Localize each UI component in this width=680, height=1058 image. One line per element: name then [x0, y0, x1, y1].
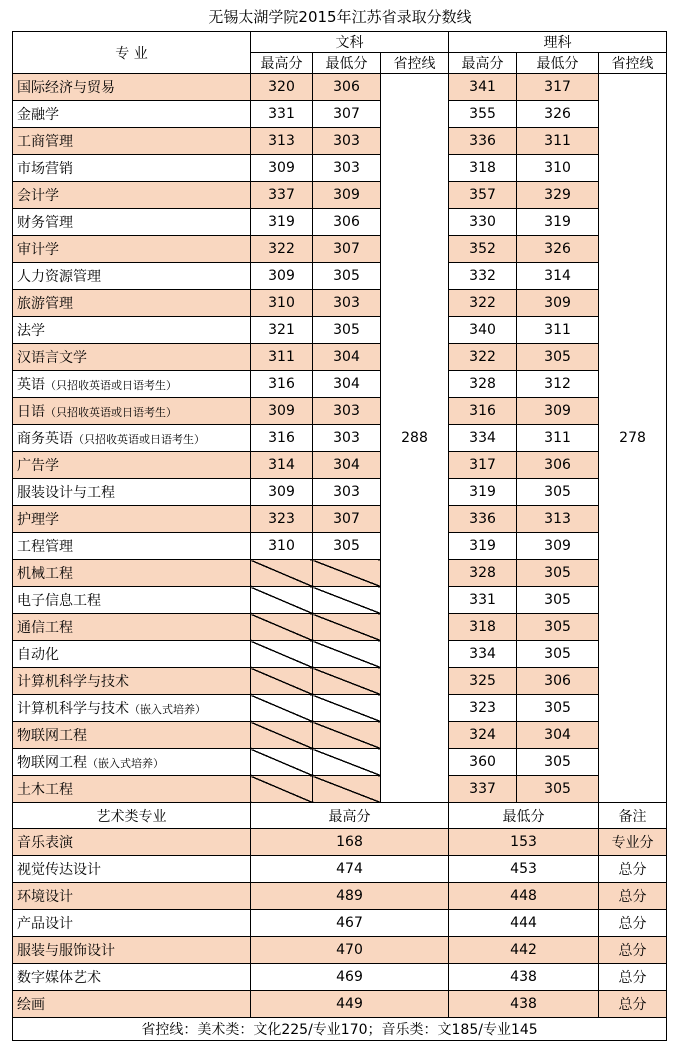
empty-slash-cell — [313, 722, 381, 749]
major-label: 会计学 — [17, 188, 59, 204]
table-row — [13, 263, 667, 290]
art-min-cell: 438 — [449, 991, 599, 1018]
table-row — [13, 452, 667, 479]
score-cell: 352 — [449, 236, 517, 263]
major-label: 计算机科学与技术 — [17, 701, 129, 717]
score-cell: 307 — [313, 236, 381, 263]
score-cell: 305 — [517, 587, 599, 614]
art-max-header: 最高分 — [251, 803, 449, 829]
score-cell: 309 — [517, 398, 599, 425]
score-cell: 305 — [313, 263, 381, 290]
score-cell: 319 — [449, 479, 517, 506]
major-label: 英语 — [17, 377, 45, 393]
art-major-header: 艺术类专业 — [13, 803, 251, 829]
major-label: 护理学 — [17, 512, 59, 528]
major-label: 工商管理 — [17, 134, 73, 150]
score-cell: 303 — [313, 155, 381, 182]
score-cell: 310 — [251, 533, 313, 560]
major-label: 汉语言文学 — [17, 350, 87, 366]
score-cell: 332 — [449, 263, 517, 290]
score-cell: 337 — [449, 776, 517, 803]
score-cell: 318 — [449, 155, 517, 182]
empty-slash-cell — [313, 776, 381, 803]
table-row — [13, 587, 667, 614]
score-cell: 329 — [517, 182, 599, 209]
art-major-name: 绘画 — [13, 991, 251, 1018]
major-name — [13, 344, 251, 371]
table-row — [13, 74, 667, 101]
wenke-min-header: 最低分 — [313, 53, 381, 74]
major-note: （嵌入式培养） — [129, 703, 206, 716]
score-cell: 305 — [313, 317, 381, 344]
score-cell: 334 — [449, 641, 517, 668]
art-min-cell: 438 — [449, 964, 599, 991]
wenke-province-line: 288 — [381, 74, 449, 803]
art-remark-cell: 总分 — [599, 883, 667, 910]
score-cell: 319 — [449, 533, 517, 560]
score-cell: 331 — [251, 101, 313, 128]
score-cell: 314 — [251, 452, 313, 479]
table-row — [13, 695, 667, 722]
major-label: 旅游管理 — [17, 296, 73, 312]
major-name — [13, 128, 251, 155]
table-row — [13, 668, 667, 695]
art-table-row — [13, 829, 667, 856]
art-major-name: 数字媒体艺术 — [13, 964, 251, 991]
major-label: 人力资源管理 — [17, 269, 101, 285]
score-cell: 314 — [517, 263, 599, 290]
score-cell: 319 — [251, 209, 313, 236]
table-row — [13, 317, 667, 344]
table-row — [13, 128, 667, 155]
score-cell: 306 — [517, 668, 599, 695]
footer-note: 省控线：美术类：文化225/专业170；音乐类：文185/专业145 — [13, 1018, 667, 1041]
major-label: 物联网工程 — [17, 755, 87, 771]
score-cell: 305 — [517, 776, 599, 803]
score-cell: 305 — [517, 479, 599, 506]
score-cell: 310 — [517, 155, 599, 182]
score-cell: 307 — [313, 506, 381, 533]
score-cell: 320 — [251, 74, 313, 101]
art-remark-cell: 总分 — [599, 910, 667, 937]
table-row — [13, 479, 667, 506]
major-label: 电子信息工程 — [17, 593, 101, 609]
score-cell: 328 — [449, 371, 517, 398]
score-cell: 311 — [517, 128, 599, 155]
score-cell: 336 — [449, 128, 517, 155]
page-title: 无锡太湖学院2015年江苏省录取分数线 — [208, 8, 472, 26]
major-name — [13, 668, 251, 695]
table-row — [13, 101, 667, 128]
score-cell: 317 — [449, 452, 517, 479]
empty-slash-cell — [251, 587, 313, 614]
score-cell: 318 — [449, 614, 517, 641]
table-row — [13, 641, 667, 668]
score-cell: 360 — [449, 749, 517, 776]
score-cell: 322 — [449, 290, 517, 317]
major-name — [13, 371, 251, 398]
admission-score-table — [12, 31, 667, 1041]
wenke-max-header: 最高分 — [251, 53, 313, 74]
score-cell: 303 — [313, 398, 381, 425]
art-major-name: 音乐表演 — [13, 829, 251, 856]
art-table-row — [13, 964, 667, 991]
major-label: 日语 — [17, 404, 45, 420]
score-cell: 303 — [313, 290, 381, 317]
major-label: 市场营销 — [17, 161, 73, 177]
score-cell: 303 — [313, 425, 381, 452]
art-table-row — [13, 910, 667, 937]
major-label: 财务管理 — [17, 215, 73, 231]
art-max-cell: 467 — [251, 910, 449, 937]
major-name — [13, 155, 251, 182]
major-name — [13, 641, 251, 668]
score-cell: 305 — [517, 614, 599, 641]
art-table-row — [13, 856, 667, 883]
table-row — [13, 425, 667, 452]
major-label: 广告学 — [17, 458, 59, 474]
art-remark-cell: 总分 — [599, 856, 667, 883]
score-cell: 309 — [251, 263, 313, 290]
art-max-cell: 489 — [251, 883, 449, 910]
score-cell: 323 — [251, 506, 313, 533]
wenke-line-header: 省控线 — [381, 53, 449, 74]
score-cell: 326 — [517, 236, 599, 263]
score-cell: 321 — [251, 317, 313, 344]
score-cell: 309 — [517, 290, 599, 317]
art-max-cell: 474 — [251, 856, 449, 883]
art-header-row — [13, 803, 667, 829]
score-cell: 305 — [517, 560, 599, 587]
major-name — [13, 263, 251, 290]
empty-slash-cell — [251, 722, 313, 749]
table-row — [13, 533, 667, 560]
table-row — [13, 344, 667, 371]
score-cell: 355 — [449, 101, 517, 128]
score-cell: 304 — [313, 344, 381, 371]
major-name — [13, 695, 251, 722]
table-row — [13, 155, 667, 182]
score-cell: 309 — [313, 182, 381, 209]
empty-slash-cell — [251, 614, 313, 641]
table-row — [13, 236, 667, 263]
score-cell: 337 — [251, 182, 313, 209]
score-cell: 307 — [313, 101, 381, 128]
table-row — [13, 506, 667, 533]
major-label: 机械工程 — [17, 566, 73, 582]
table-row — [13, 614, 667, 641]
major-name — [13, 182, 251, 209]
score-cell: 309 — [251, 479, 313, 506]
major-label: 物联网工程 — [17, 728, 87, 744]
score-cell: 310 — [251, 290, 313, 317]
like-max-header: 最高分 — [449, 53, 517, 74]
art-remark-cell: 专业分 — [599, 829, 667, 856]
score-cell: 305 — [313, 533, 381, 560]
score-cell: 313 — [517, 506, 599, 533]
major-name — [13, 236, 251, 263]
score-cell: 312 — [517, 371, 599, 398]
major-name — [13, 317, 251, 344]
major-name — [13, 614, 251, 641]
art-remark-header: 备注 — [599, 803, 667, 829]
major-name — [13, 479, 251, 506]
wenke-header: 文科 — [251, 32, 449, 53]
major-label: 自动化 — [17, 647, 59, 663]
major-header: 专 业 — [13, 32, 251, 74]
score-cell: 306 — [517, 452, 599, 479]
table-row — [13, 371, 667, 398]
score-cell: 323 — [449, 695, 517, 722]
score-cell: 336 — [449, 506, 517, 533]
like-line-header: 省控线 — [599, 53, 667, 74]
empty-slash-cell — [251, 668, 313, 695]
major-note: （只招收英语或日语考生） — [45, 406, 177, 419]
major-label: 法学 — [17, 323, 45, 339]
art-min-cell: 444 — [449, 910, 599, 937]
major-name — [13, 74, 251, 101]
major-name — [13, 101, 251, 128]
major-name — [13, 398, 251, 425]
empty-slash-cell — [313, 668, 381, 695]
score-cell: 325 — [449, 668, 517, 695]
major-name — [13, 425, 251, 452]
empty-slash-cell — [313, 587, 381, 614]
score-cell: 324 — [449, 722, 517, 749]
score-cell: 334 — [449, 425, 517, 452]
art-min-cell: 153 — [449, 829, 599, 856]
empty-slash-cell — [313, 560, 381, 587]
score-cell: 309 — [251, 155, 313, 182]
major-note: （只招收英语或日语考生） — [73, 433, 205, 446]
major-name — [13, 749, 251, 776]
art-remark-cell: 总分 — [599, 991, 667, 1018]
score-cell: 306 — [313, 74, 381, 101]
score-cell: 305 — [517, 641, 599, 668]
score-cell: 322 — [449, 344, 517, 371]
major-name — [13, 290, 251, 317]
major-name — [13, 722, 251, 749]
art-min-cell: 453 — [449, 856, 599, 883]
like-header: 理科 — [449, 32, 667, 53]
art-major-name: 视觉传达设计 — [13, 856, 251, 883]
art-max-cell: 449 — [251, 991, 449, 1018]
score-cell: 309 — [517, 533, 599, 560]
major-name — [13, 209, 251, 236]
art-min-cell: 442 — [449, 937, 599, 964]
table-row — [13, 398, 667, 425]
score-cell: 304 — [313, 371, 381, 398]
like-province-line: 278 — [599, 74, 667, 803]
art-max-cell: 469 — [251, 964, 449, 991]
score-cell: 317 — [517, 74, 599, 101]
score-cell: 331 — [449, 587, 517, 614]
major-name — [13, 560, 251, 587]
empty-slash-cell — [251, 749, 313, 776]
table-row — [13, 776, 667, 803]
footer-row — [13, 1018, 667, 1041]
major-label: 工程管理 — [17, 539, 73, 555]
major-label: 服装设计与工程 — [17, 485, 115, 501]
score-cell: 341 — [449, 74, 517, 101]
empty-slash-cell — [251, 776, 313, 803]
score-cell: 311 — [517, 317, 599, 344]
art-table-row — [13, 883, 667, 910]
empty-slash-cell — [251, 560, 313, 587]
art-major-name: 产品设计 — [13, 910, 251, 937]
major-label: 金融学 — [17, 107, 59, 123]
major-label: 审计学 — [17, 242, 59, 258]
art-major-name: 服装与服饰设计 — [13, 937, 251, 964]
score-cell: 303 — [313, 128, 381, 155]
score-cell: 311 — [251, 344, 313, 371]
table-row — [13, 182, 667, 209]
major-note: （只招收英语或日语考生） — [45, 379, 177, 392]
score-cell: 311 — [517, 425, 599, 452]
major-label: 商务英语 — [17, 431, 73, 447]
score-cell: 305 — [517, 344, 599, 371]
empty-slash-cell — [251, 641, 313, 668]
score-cell: 303 — [313, 479, 381, 506]
art-min-header: 最低分 — [449, 803, 599, 829]
art-table-row — [13, 991, 667, 1018]
score-cell: 319 — [517, 209, 599, 236]
table-row — [13, 290, 667, 317]
table-row — [13, 560, 667, 587]
major-note: （嵌入式培养） — [87, 757, 164, 770]
score-cell: 340 — [449, 317, 517, 344]
score-cell: 328 — [449, 560, 517, 587]
score-cell: 304 — [313, 452, 381, 479]
major-label: 计算机科学与技术 — [17, 674, 129, 690]
score-cell: 305 — [517, 695, 599, 722]
score-cell: 326 — [517, 101, 599, 128]
score-cell: 313 — [251, 128, 313, 155]
score-cell: 309 — [251, 398, 313, 425]
score-cell: 357 — [449, 182, 517, 209]
score-cell: 316 — [251, 371, 313, 398]
score-cell: 322 — [251, 236, 313, 263]
major-name — [13, 776, 251, 803]
art-major-name: 环境设计 — [13, 883, 251, 910]
art-remark-cell: 总分 — [599, 964, 667, 991]
score-cell: 305 — [517, 749, 599, 776]
score-cell: 316 — [449, 398, 517, 425]
major-label: 通信工程 — [17, 620, 73, 636]
empty-slash-cell — [313, 749, 381, 776]
art-max-cell: 168 — [251, 829, 449, 856]
score-cell: 330 — [449, 209, 517, 236]
major-name — [13, 533, 251, 560]
major-name — [13, 587, 251, 614]
art-min-cell: 448 — [449, 883, 599, 910]
score-cell: 316 — [251, 425, 313, 452]
table-row — [13, 209, 667, 236]
major-name — [13, 506, 251, 533]
major-label: 土木工程 — [17, 782, 73, 798]
table-row — [13, 749, 667, 776]
empty-slash-cell — [313, 614, 381, 641]
major-label: 国际经济与贸易 — [17, 80, 115, 96]
score-cell: 304 — [517, 722, 599, 749]
art-table-row — [13, 937, 667, 964]
empty-slash-cell — [313, 695, 381, 722]
art-remark-cell: 总分 — [599, 937, 667, 964]
art-max-cell: 470 — [251, 937, 449, 964]
like-min-header: 最低分 — [517, 53, 599, 74]
major-name — [13, 452, 251, 479]
score-cell: 306 — [313, 209, 381, 236]
table-row — [13, 722, 667, 749]
empty-slash-cell — [313, 641, 381, 668]
empty-slash-cell — [251, 695, 313, 722]
